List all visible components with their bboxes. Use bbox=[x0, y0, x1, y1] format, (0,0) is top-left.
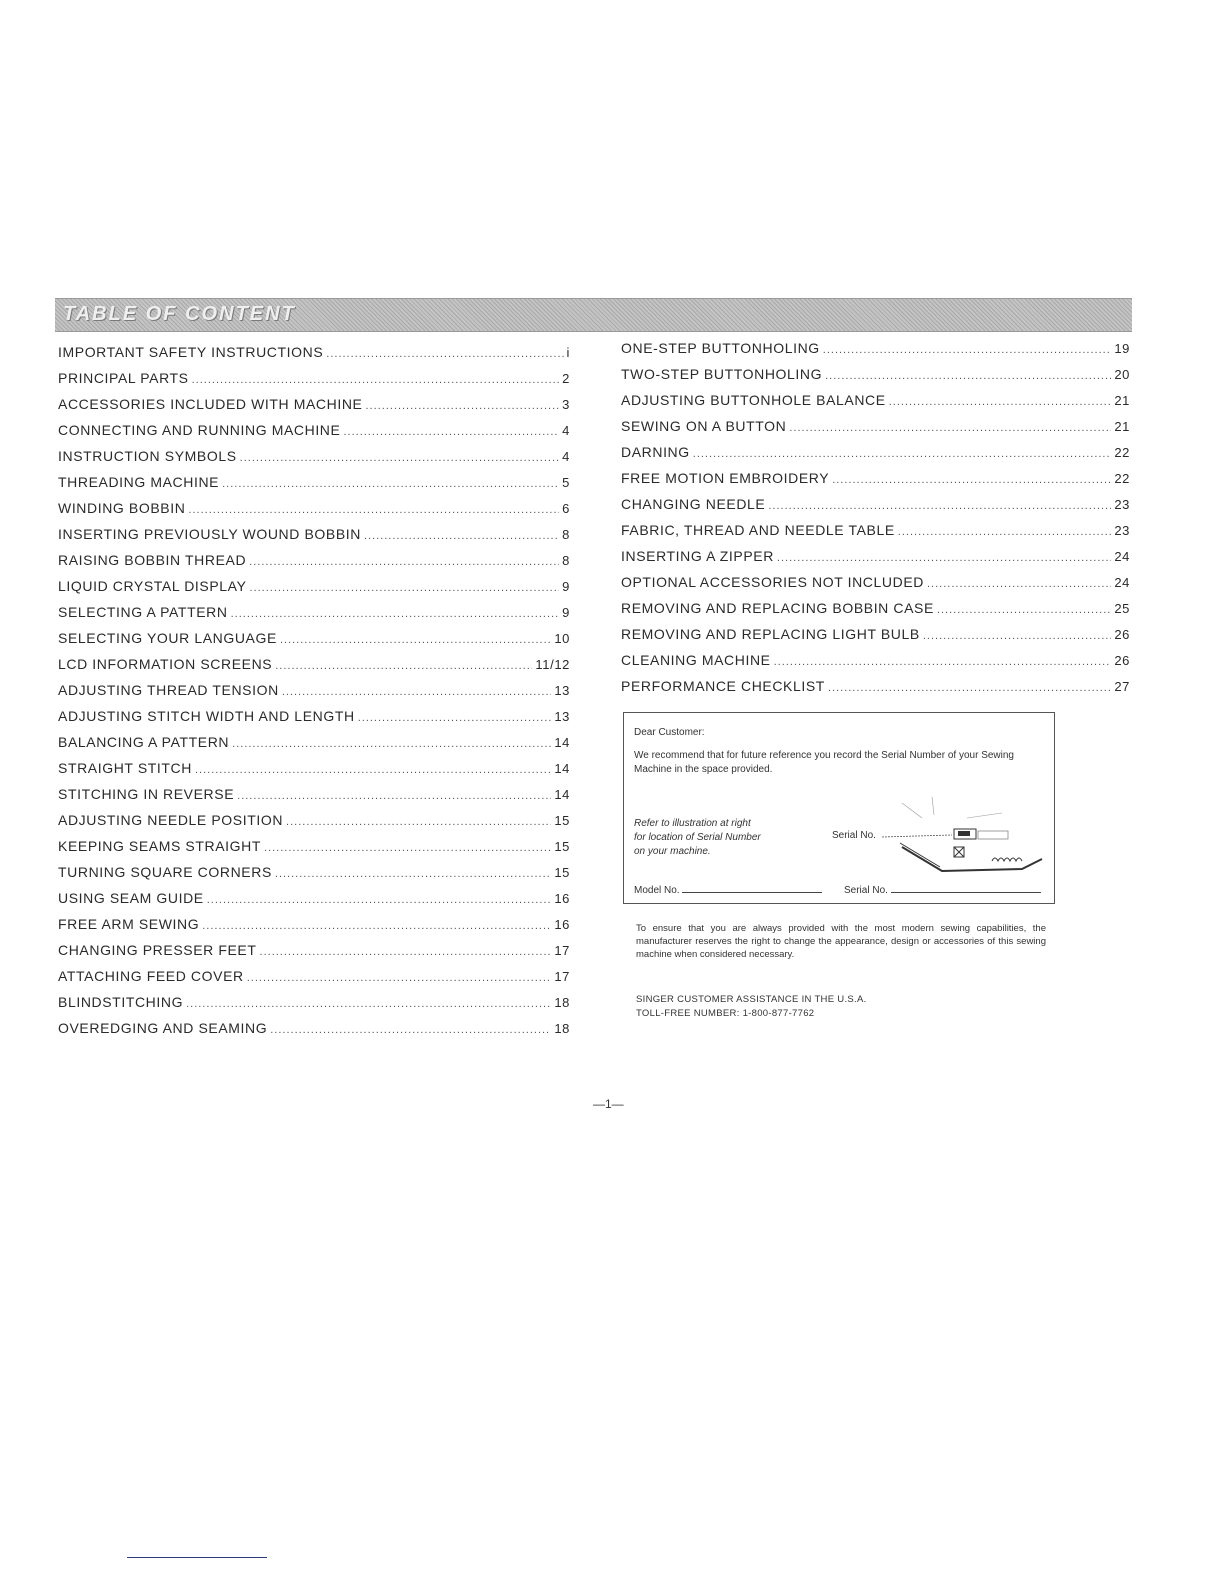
toc-entry-page: 14 bbox=[554, 787, 570, 802]
manufacturer-disclaimer: To ensure that you are always provided with the most modern sewing capabilities, the manufacturer reserves the right to change the appearance, design or accessories of this sewing machine when considered necessary. bbox=[636, 923, 1046, 960]
serial-number-line bbox=[891, 892, 1041, 893]
toc-entry-page: 9 bbox=[562, 605, 570, 620]
toc-entry-label: INSTRUCTION SYMBOLS bbox=[58, 448, 237, 464]
toc-entry bbox=[58, 760, 570, 786]
toc-entry-page: 3 bbox=[562, 397, 570, 412]
toc-entry-label: ATTACHING FEED COVER bbox=[58, 968, 244, 984]
toc-entry bbox=[58, 526, 570, 552]
toc-entry bbox=[58, 890, 570, 916]
toc-dot-leader bbox=[240, 452, 560, 464]
toc-entry-page: 8 bbox=[562, 527, 570, 542]
toc-entry-label: LCD INFORMATION SCREENS bbox=[58, 656, 273, 672]
toc-dot-leader bbox=[898, 526, 1112, 538]
toc-entry-page: 9 bbox=[562, 579, 570, 594]
toc-entry bbox=[58, 448, 570, 474]
toc-entry-page: 26 bbox=[1114, 627, 1130, 642]
toc-entry-label: WINDING BOBBIN bbox=[58, 500, 186, 516]
serial-number-label: Serial No. bbox=[844, 885, 888, 896]
toc-entry bbox=[58, 708, 570, 734]
toc-entry-page: 14 bbox=[554, 735, 570, 750]
model-number-line bbox=[682, 892, 822, 893]
toc-dot-leader bbox=[207, 894, 552, 906]
toc-dot-leader bbox=[195, 764, 551, 776]
illustration-serial-label: Serial No. bbox=[832, 830, 876, 841]
toc-entry-label: OVEREDGING AND SEAMING bbox=[58, 1020, 268, 1036]
toc-dot-leader bbox=[923, 630, 1111, 642]
toc-entry-label: PRINCIPAL PARTS bbox=[58, 370, 189, 386]
notice-refer-note: Refer to illustration at right for location of Serial Number on your machine. bbox=[634, 818, 761, 857]
toc-entry bbox=[621, 418, 1130, 444]
toc-dot-leader bbox=[774, 656, 1112, 668]
toc-entry bbox=[58, 916, 570, 942]
toc-entry bbox=[621, 366, 1130, 392]
toc-entry-label: USING SEAM GUIDE bbox=[58, 890, 204, 906]
toc-entry-label: FREE ARM SEWING bbox=[58, 916, 200, 932]
serial-number-notice bbox=[623, 712, 1055, 904]
toc-entry-page: 23 bbox=[1114, 497, 1130, 512]
toc-dot-leader bbox=[693, 448, 1112, 460]
assistance-line-1: SINGER CUSTOMER ASSISTANCE IN THE U.S.A. bbox=[636, 994, 867, 1005]
toc-dot-leader bbox=[889, 396, 1112, 408]
toc-entry-page: 18 bbox=[554, 1021, 570, 1036]
toc-entry-label: BLINDSTITCHING bbox=[58, 994, 184, 1010]
page-number: —1— bbox=[593, 1097, 624, 1111]
toc-entry-page: 11/12 bbox=[535, 657, 570, 672]
toc-entry bbox=[58, 422, 570, 448]
toc-entry bbox=[621, 600, 1130, 626]
toc-entry-label: CHANGING PRESSER FEET bbox=[58, 942, 257, 958]
toc-entry-page: 16 bbox=[554, 917, 570, 932]
toc-header-bar bbox=[55, 298, 1132, 332]
toc-dot-leader bbox=[260, 946, 552, 958]
toc-entry-label: CHANGING NEEDLE bbox=[621, 496, 766, 512]
toc-dot-leader bbox=[250, 582, 560, 594]
toc-dot-leader bbox=[264, 842, 551, 854]
notice-recommendation: We recommend that for future reference you record the Serial Number of your Sewing Machine in the space provided. bbox=[634, 750, 1014, 775]
toc-left-column bbox=[58, 344, 570, 1046]
toc-entry bbox=[621, 444, 1130, 470]
toc-dot-leader bbox=[232, 738, 551, 750]
toc-entry bbox=[621, 522, 1130, 548]
toc-entry bbox=[621, 470, 1130, 496]
toc-entry-label: ADJUSTING BUTTONHOLE BALANCE bbox=[621, 392, 886, 408]
toc-entry-page: 22 bbox=[1114, 445, 1130, 460]
toc-title: TABLE OF CONTENT bbox=[63, 303, 296, 325]
toc-dot-leader bbox=[832, 474, 1111, 486]
toc-entry-label: IMPORTANT SAFETY INSTRUCTIONS bbox=[58, 344, 324, 360]
toc-entry-label: TURNING SQUARE CORNERS bbox=[58, 864, 272, 880]
toc-entry-page: 2 bbox=[562, 371, 570, 386]
toc-entry-page: 24 bbox=[1114, 549, 1130, 564]
toc-entry bbox=[58, 474, 570, 500]
assistance-line-2: TOLL-FREE NUMBER: 1-800-877-7762 bbox=[636, 1008, 815, 1019]
toc-entry-page: 20 bbox=[1114, 367, 1130, 382]
customer-assistance bbox=[636, 993, 867, 1021]
toc-entry-page: 25 bbox=[1114, 601, 1130, 616]
toc-dot-leader bbox=[275, 660, 532, 672]
toc-entry-page: 24 bbox=[1114, 575, 1130, 590]
toc-entry-page: 4 bbox=[562, 449, 570, 464]
toc-entry bbox=[58, 994, 570, 1020]
toc-entry-label: CLEANING MACHINE bbox=[621, 652, 771, 668]
toc-entry bbox=[58, 1020, 570, 1046]
toc-entry bbox=[58, 552, 570, 578]
toc-entry bbox=[58, 370, 570, 396]
toc-entry-label: INSERTING PREVIOUSLY WOUND BOBBIN bbox=[58, 526, 361, 542]
toc-entry bbox=[621, 652, 1130, 678]
toc-entry-page: 19 bbox=[1114, 341, 1130, 356]
toc-dot-leader bbox=[249, 556, 559, 568]
toc-entry-label: KEEPING SEAMS STRAIGHT bbox=[58, 838, 262, 854]
toc-entry bbox=[58, 344, 570, 370]
model-number-field bbox=[634, 885, 822, 896]
toc-entry bbox=[58, 864, 570, 890]
toc-entry bbox=[621, 340, 1130, 366]
toc-dot-leader bbox=[777, 552, 1111, 564]
toc-dot-leader bbox=[937, 604, 1111, 616]
toc-dot-leader bbox=[927, 578, 1111, 590]
toc-dot-leader bbox=[270, 1024, 551, 1036]
toc-entry bbox=[58, 968, 570, 994]
toc-dot-leader bbox=[188, 504, 559, 516]
toc-dot-leader bbox=[358, 712, 552, 724]
toc-entry bbox=[621, 574, 1130, 600]
toc-dot-leader bbox=[343, 426, 559, 438]
toc-entry-label: BALANCING A PATTERN bbox=[58, 734, 230, 750]
toc-dot-leader bbox=[282, 686, 552, 698]
toc-dot-leader bbox=[366, 400, 560, 412]
toc-entry bbox=[58, 682, 570, 708]
model-number-label: Model No. bbox=[634, 885, 680, 896]
toc-entry-page: 8 bbox=[562, 553, 570, 568]
toc-dot-leader bbox=[280, 634, 551, 646]
toc-entry bbox=[621, 496, 1130, 522]
toc-entry-page: 26 bbox=[1114, 653, 1130, 668]
toc-entry-page: 18 bbox=[554, 995, 570, 1010]
toc-entry-page: 10 bbox=[554, 631, 570, 646]
toc-entry-label: REMOVING AND REPLACING BOBBIN CASE bbox=[621, 600, 934, 616]
toc-entry-label: PERFORMANCE CHECKLIST bbox=[621, 678, 825, 694]
toc-entry-page: 23 bbox=[1114, 523, 1130, 538]
toc-dot-leader bbox=[768, 500, 1111, 512]
toc-entry-page: 14 bbox=[554, 761, 570, 776]
toc-entry bbox=[58, 604, 570, 630]
toc-entry-label: TWO-STEP BUTTONHOLING bbox=[621, 366, 823, 382]
toc-entry-label: FREE MOTION EMBROIDERY bbox=[621, 470, 830, 486]
toc-entry-label: DARNING bbox=[621, 444, 690, 460]
toc-entry bbox=[58, 734, 570, 760]
toc-entry bbox=[621, 392, 1130, 418]
toc-dot-leader bbox=[286, 816, 551, 828]
toc-entry-page: 27 bbox=[1114, 679, 1130, 694]
toc-entry-page: 4 bbox=[562, 423, 570, 438]
toc-entry-label: ONE-STEP BUTTONHOLING bbox=[621, 340, 820, 356]
toc-entry-page: 22 bbox=[1114, 471, 1130, 486]
toc-entry-page: 6 bbox=[562, 501, 570, 516]
toc-entry-page: 5 bbox=[562, 475, 570, 490]
toc-entry-page: 13 bbox=[554, 709, 570, 724]
toc-entry bbox=[58, 630, 570, 656]
toc-dot-leader bbox=[326, 348, 563, 360]
toc-entry-page: 16 bbox=[554, 891, 570, 906]
toc-dot-leader bbox=[231, 608, 560, 620]
toc-entry bbox=[58, 838, 570, 864]
toc-entry-label: REMOVING AND REPLACING LIGHT BULB bbox=[621, 626, 920, 642]
toc-dot-leader bbox=[364, 530, 559, 542]
toc-entry-label: STITCHING IN REVERSE bbox=[58, 786, 235, 802]
toc-entry bbox=[58, 578, 570, 604]
toc-entry-page: 13 bbox=[554, 683, 570, 698]
toc-dot-leader bbox=[186, 998, 551, 1010]
toc-dot-leader bbox=[247, 972, 552, 984]
toc-dot-leader bbox=[825, 370, 1111, 382]
machine-serial-location-illustration bbox=[882, 793, 1047, 873]
toc-entry-label: RAISING BOBBIN THREAD bbox=[58, 552, 247, 568]
toc-entry-label: SELECTING YOUR LANGUAGE bbox=[58, 630, 277, 646]
toc-right-column bbox=[621, 340, 1130, 704]
toc-entry-page: 17 bbox=[554, 943, 570, 958]
toc-dot-leader bbox=[222, 478, 559, 490]
toc-entry-label: ADJUSTING NEEDLE POSITION bbox=[58, 812, 284, 828]
toc-entry bbox=[58, 396, 570, 422]
toc-entry-page: 15 bbox=[554, 865, 570, 880]
serial-number-field bbox=[844, 885, 1041, 896]
toc-entry-page: 15 bbox=[554, 839, 570, 854]
toc-entry-label: THREADING MACHINE bbox=[58, 474, 220, 490]
toc-entry-label: STRAIGHT STITCH bbox=[58, 760, 192, 776]
toc-entry-label: SEWING ON A BUTTON bbox=[621, 418, 787, 434]
toc-entry bbox=[58, 500, 570, 526]
toc-dot-leader bbox=[828, 682, 1111, 694]
toc-entry bbox=[58, 656, 570, 682]
toc-entry bbox=[58, 942, 570, 968]
toc-entry-label: CONNECTING AND RUNNING MACHINE bbox=[58, 422, 341, 438]
toc-entry-label: LIQUID CRYSTAL DISPLAY bbox=[58, 578, 247, 594]
toc-dot-leader bbox=[823, 344, 1112, 356]
toc-entry bbox=[58, 812, 570, 838]
toc-entry-label: FABRIC, THREAD AND NEEDLE TABLE bbox=[621, 522, 895, 538]
toc-entry-page: i bbox=[566, 345, 570, 360]
notice-greeting: Dear Customer: bbox=[634, 727, 705, 738]
toc-dot-leader bbox=[275, 868, 551, 880]
toc-dot-leader bbox=[237, 790, 551, 802]
toc-entry-page: 21 bbox=[1114, 393, 1130, 408]
toc-entry-label: INSERTING A ZIPPER bbox=[621, 548, 774, 564]
toc-entry-label: SELECTING A PATTERN bbox=[58, 604, 228, 620]
toc-entry bbox=[58, 786, 570, 812]
toc-entry bbox=[621, 626, 1130, 652]
bottom-rule bbox=[127, 1557, 267, 1558]
toc-entry-label: ACCESSORIES INCLUDED WITH MACHINE bbox=[58, 396, 363, 412]
toc-entry-label: ADJUSTING STITCH WIDTH AND LENGTH bbox=[58, 708, 355, 724]
toc-entry-page: 21 bbox=[1114, 419, 1130, 434]
toc-entry-page: 15 bbox=[554, 813, 570, 828]
toc-entry-label: OPTIONAL ACCESSORIES NOT INCLUDED bbox=[621, 574, 924, 590]
toc-dot-leader bbox=[202, 920, 551, 932]
toc-entry-page: 17 bbox=[554, 969, 570, 984]
toc-dot-leader bbox=[192, 374, 560, 386]
toc-entry bbox=[621, 548, 1130, 574]
toc-entry bbox=[621, 678, 1130, 704]
toc-dot-leader bbox=[789, 422, 1111, 434]
toc-entry-label: ADJUSTING THREAD TENSION bbox=[58, 682, 279, 698]
